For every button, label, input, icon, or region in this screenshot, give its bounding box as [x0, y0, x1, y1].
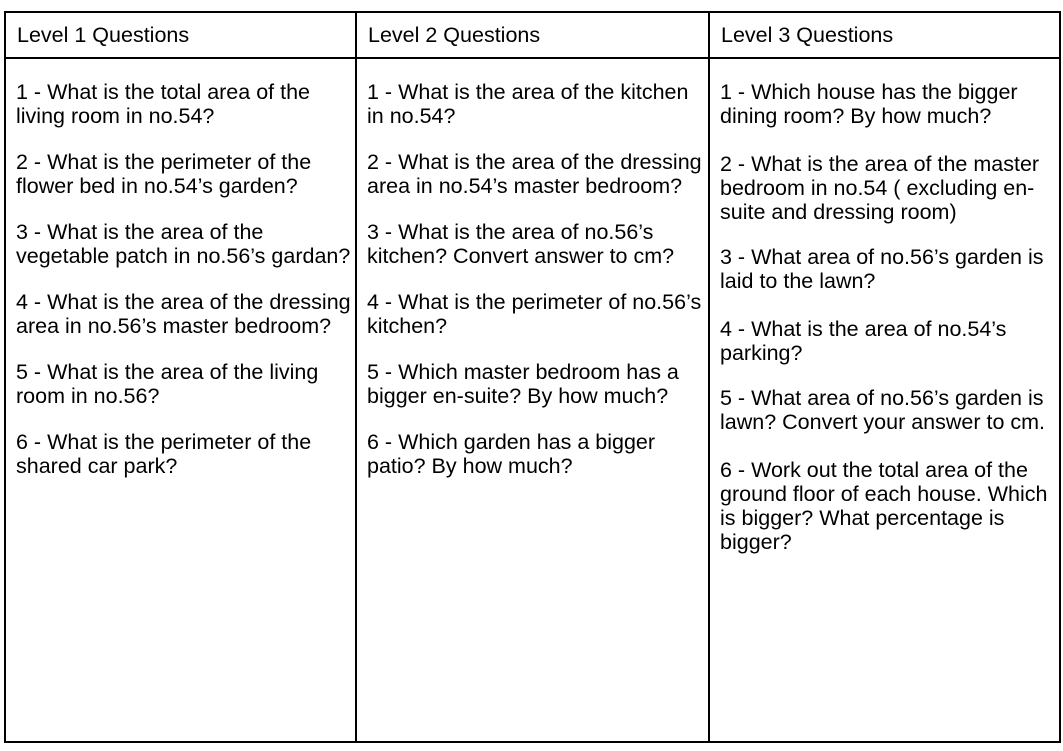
level-1-question-5: 5 - What is the area of the living room in no.56? [16, 360, 319, 408]
level-2-cell [356, 58, 709, 742]
level-2-question-5: 5 - Which master bedroom has a bigger en-suite? By how much? [367, 360, 679, 408]
level-1-cell [5, 58, 356, 742]
header-level-2: Level 2 Questions [356, 12, 709, 58]
header-level-1: Level 1 Questions [5, 12, 356, 58]
level-3-cell [709, 58, 1060, 742]
level-3-question-1: 1 - Which house has the bigger dining room? By how much? [720, 80, 1018, 128]
questions-row [5, 58, 1060, 742]
level-3-question-6: 6 - Work out the total area of the ground floor of each house. Which is bigger? What percentage is bigger? [720, 458, 1048, 554]
header-level-3: Level 3 Questions [709, 12, 1060, 58]
header-row [5, 12, 1060, 58]
level-1-question-6: 6 - What is the perimeter of the shared car park? [16, 430, 312, 478]
level-2-question-2: 2 - What is the area of the dressing area in no.54’s master bedroom? [367, 150, 702, 198]
level-1-question-4: 4 - What is the area of the dressing area in no.56’s master bedroom? [16, 290, 351, 338]
level-3-question-2: 2 - What is the area of the master bedroom in no.54 ( excluding en-suite and dressing room) [720, 152, 1040, 224]
level-2-question-6: 6 - Which garden has a bigger patio? By how much? [367, 430, 656, 478]
level-1-question-1: 1 - What is the total area of the living room in no.54? [16, 80, 310, 128]
questions-table [4, 11, 1061, 743]
level-1-question-3: 3 - What is the area of the vegetable patch in no.56’s gardan? [16, 220, 351, 268]
level-3-question-3: 3 - What area of no.56’s garden is laid to the lawn? [720, 245, 1044, 293]
level-2-question-3: 3 - What is the area of no.56’s kitchen? Convert answer to cm? [367, 220, 675, 268]
level-1-question-2: 2 - What is the perimeter of the flower bed in no.54’s garden? [16, 150, 312, 198]
level-2-question-1: 1 - What is the area of the kitchen in no.54? [367, 80, 689, 128]
level-3-question-5: 5 - What area of no.56’s garden is lawn? Convert your answer to cm. [720, 386, 1046, 434]
level-3-question-4: 4 - What is the area of no.54’s parking? [720, 317, 1007, 365]
level-2-question-4: 4 - What is the perimeter of no.56’s kitchen? [367, 290, 702, 338]
